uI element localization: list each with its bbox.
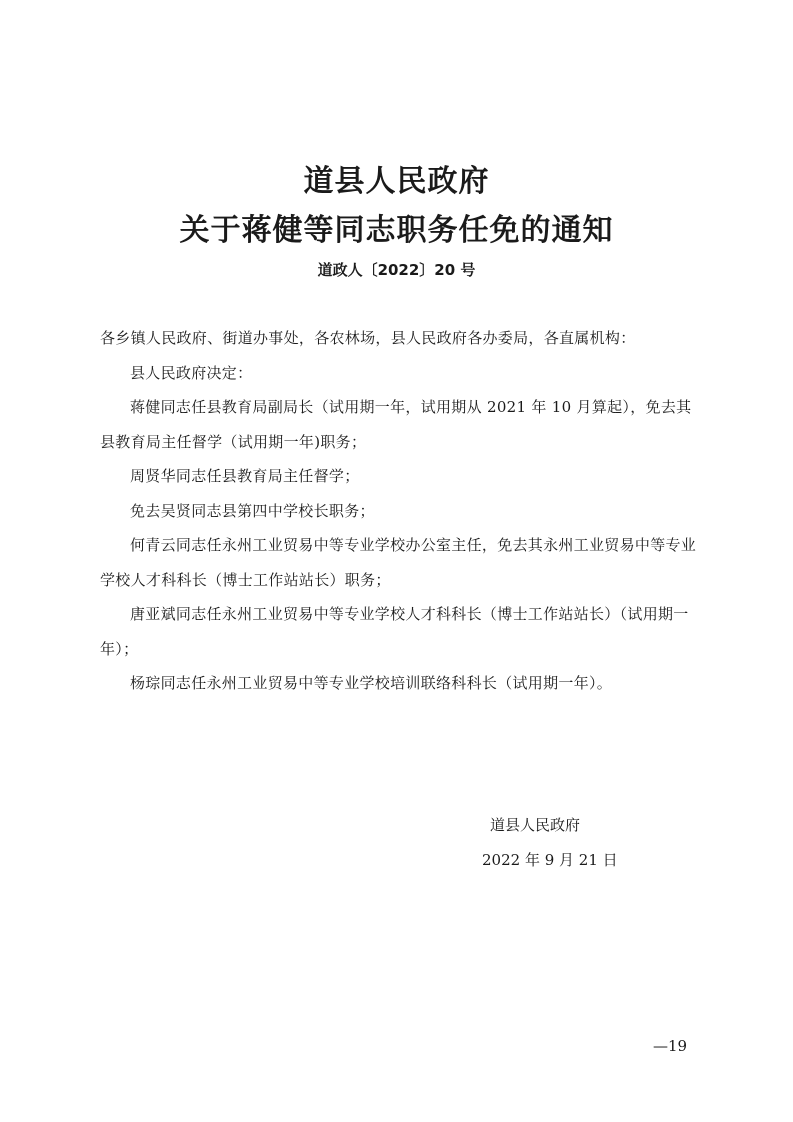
paragraph-appointment: 蒋健同志任县教育局副局长（试用期一年，试用期从 2021 年 10 月算起），免去其县教育局主任督学（试用期一年)职务； xyxy=(100,398,692,451)
signature-organization: 道县人民政府 xyxy=(490,816,581,834)
document-title-line-2: 关于蒋健等同志职务任免的通知 xyxy=(179,213,614,248)
paragraph-appointment: 免去吴贤同志县第四中学校长职务； xyxy=(130,501,375,520)
signature-date: 2022 年 9 月 21 日 xyxy=(482,851,618,869)
salutation: 各乡镇人民政府、街道办事处，各农林场，县人民政府各办委局，各直属机构： xyxy=(100,329,636,347)
paragraph-decision: 县人民政府决定： xyxy=(130,363,253,382)
document-body xyxy=(100,321,700,701)
page-number: —19 xyxy=(653,1037,688,1055)
paragraph-appointment: 杨琮同志任永州工业贸易中等专业学校培训联络科科长（试用期一年）。 xyxy=(130,674,613,692)
document-title-line-1: 道县人民政府 xyxy=(303,164,490,199)
paragraph-appointment: 何青云同志任永州工业贸易中等专业学校办公室主任，免去其永州工业贸易中等专业学校人才科科长（博士工作站站长）职务； xyxy=(100,536,697,589)
paragraph-appointment: 唐亚斌同志任永州工业贸易中等专业学校人才科科长（博士工作站站长）（试用期一年）； xyxy=(100,605,689,658)
paragraph-appointment: 周贤华同志任县教育局主任督学； xyxy=(130,467,360,485)
document-number: 道政人〔2022〕20 号 xyxy=(317,261,476,279)
